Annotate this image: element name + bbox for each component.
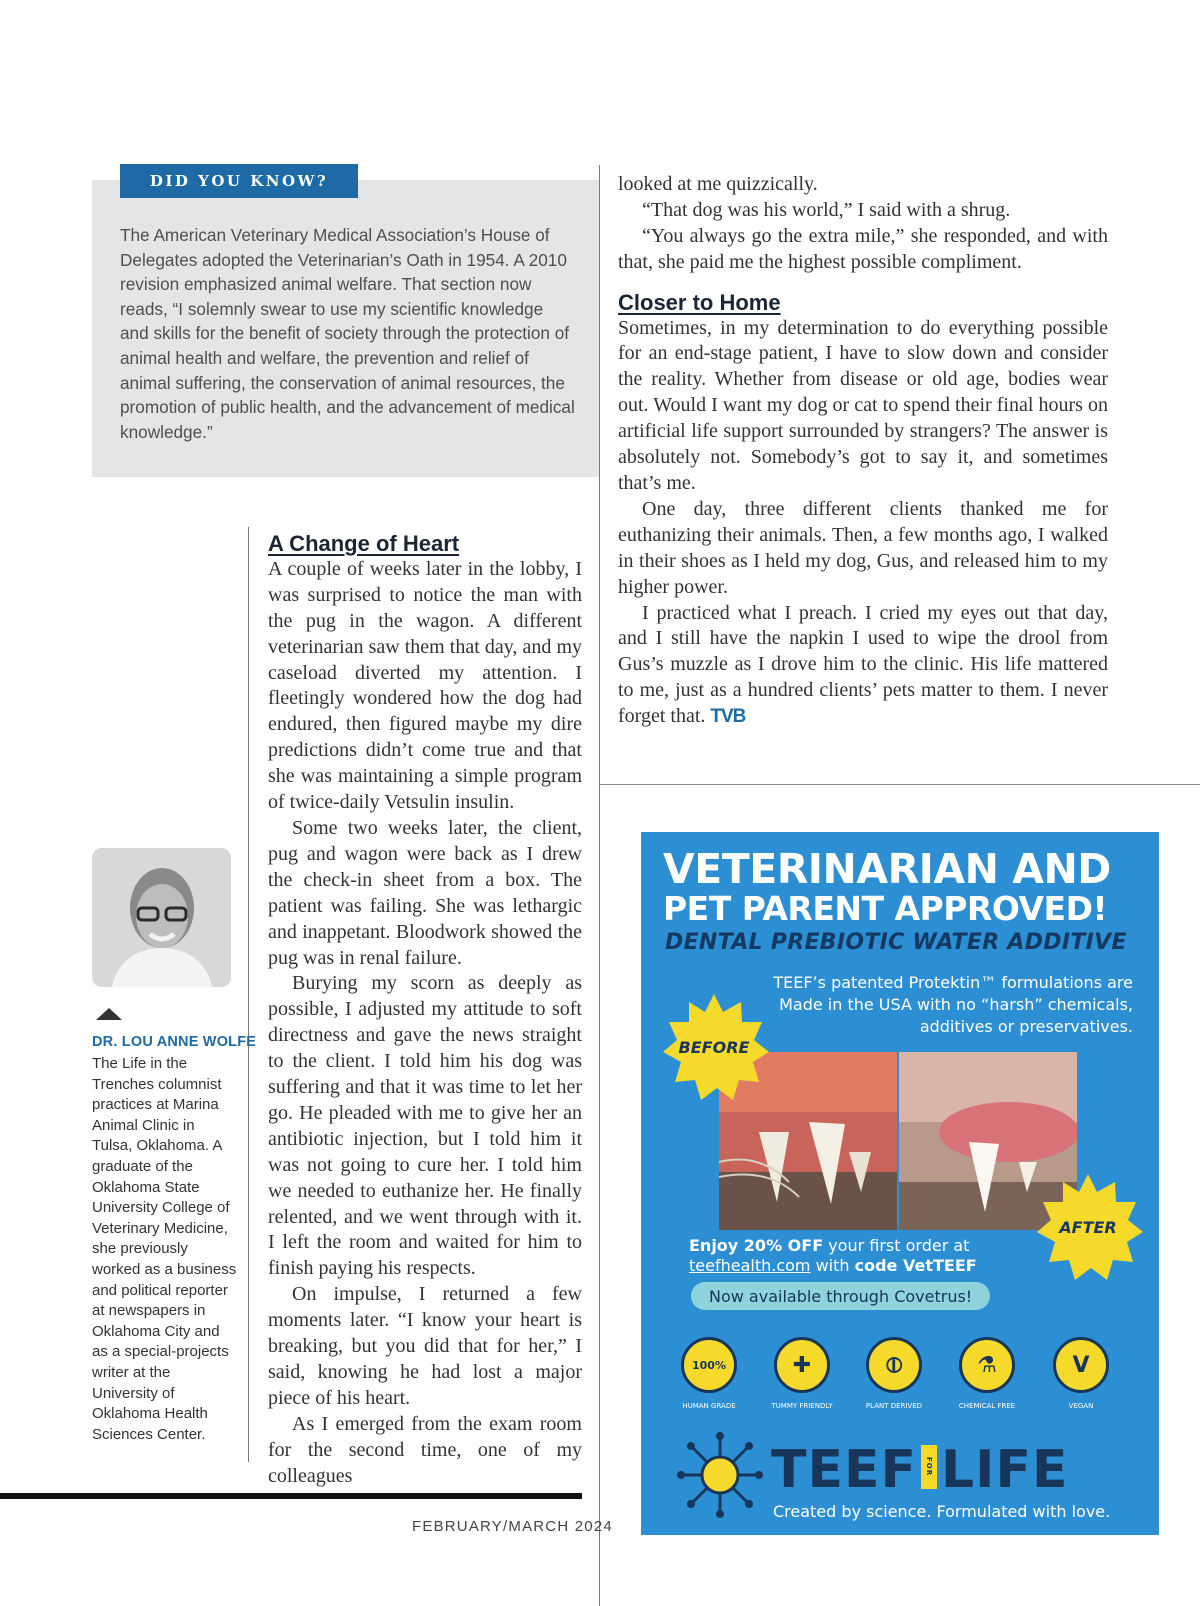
before-label: BEFORE: [678, 1037, 750, 1057]
icon-label: VEGAN: [1068, 1402, 1094, 1410]
paragraph: “You always go the extra mile,” she responded, and with that, she paid me the highest possible compliment.: [618, 224, 1108, 273]
ad-tagline: Created by science. Formulated with love.: [773, 1502, 1111, 1521]
author-bio: The Life in the Trenches columnist practices at Marina Animal Clinic in Tulsa, Oklahoma. A graduate of the Oklahoma State University College of Veterinary Medicine, she previously worked as a business and political reporter at newspapers in Oklahoma City and as a special-projects writer at the University of Oklahoma Health Sciences Center.: [92, 1055, 237, 1443]
ad-headline-1: VETERINARIAN AND: [663, 845, 1111, 893]
page-folio: FEBRUARY/MARCH 2024: [412, 1518, 613, 1535]
ad-offer: [689, 1236, 977, 1276]
paragraph-text: I practiced what I preach. I cried my eyes out that day, and I still have the napkin I used to wipe the drool from Gus’s muzzle as I drove him to the clinic. His life mattered to me, just as a hundred clients’ pets matter to them. I never forget that.: [618, 601, 1108, 728]
covetrus-availability-pill: Now available through Covetrus!: [691, 1282, 990, 1310]
after-badge: [1033, 1172, 1143, 1282]
paragraph: As I emerged from the exam room for the second time, one of my colleagues: [268, 1412, 582, 1487]
teef-sun-logo-icon: [677, 1432, 763, 1518]
icon-label: HUMAN GRADE: [682, 1402, 736, 1410]
paragraph: Some two weeks later, the client, pug and wagon were back as I drew the check-in sheet from a box. The patient was failing. She was lethargic and inappetant. Bloodwork showed the pug was in renal failure.: [268, 816, 582, 969]
did-you-know-label: DID YOU KNOW?: [120, 164, 358, 198]
did-you-know-text: The American Veterinary Medical Association’s House of Delegates adopted the Veterinarian’s Oath in 1954. A 2010 revision emphasized animal welfare. That section now reads, “I solemnly swear to use my scientific knowledge and skills for the benefit of society through the protection of animal health and welfare, the prevention and relief of animal suffering, the conservation of animal resources, the promotion of public health, and the advancement of medical knowledge.”: [120, 225, 575, 442]
article-column-left: [268, 531, 582, 1490]
ad-subheadline: DENTAL PREBIOTIC WATER ADDITIVE: [665, 930, 1127, 955]
paragraph: Sometimes, in my determination to do everything possible for an end-stage patient, I have to slow down and consider the reality. Whether from disease or old age, bodies wear out. Would I want my dog or cat to spend their final hours on artificial life support surrounded by strangers? The answer is absolutely not. Somebody’s got to say it, and sometimes that’s me.: [618, 316, 1108, 494]
column-divider-left: [248, 527, 249, 1462]
section-heading-closer-to-home: Closer to Home: [618, 289, 781, 315]
ad-top-rule: [600, 784, 1200, 785]
teef-for-life-logo: [771, 1440, 1069, 1500]
human-grade-icon: 100%: [681, 1337, 737, 1393]
paragraph: looked at me quizzically.: [618, 173, 818, 195]
offer-highlight: Enjoy 20% OFF: [689, 1236, 824, 1255]
author-photo: [92, 848, 231, 987]
ad-description: TEEF’s patented Protektin™ formulations are Made in the USA with no “harsh” chemicals, additives or preservatives.: [773, 973, 1133, 1036]
column-divider-center: [599, 165, 600, 1606]
triangle-up-icon: [96, 1008, 122, 1020]
paragraph: On impulse, I returned a few moments later. “I know your heart is breaking, but you did that for her,” I said, knowing he had lost a major piece of his heart.: [268, 1283, 582, 1409]
offer-with: with: [810, 1256, 855, 1275]
article-column-right: [618, 172, 1108, 730]
offer-url-link[interactable]: teefhealth.com: [689, 1256, 811, 1275]
after-label: AFTER: [1059, 1217, 1117, 1237]
tvb-end-logo: TVB: [710, 706, 746, 728]
icon-label: PLANT DERIVED: [865, 1402, 923, 1410]
tummy-friendly-icon: ✚: [774, 1337, 830, 1393]
paragraph: [618, 601, 1108, 731]
teef-advertisement[interactable]: [641, 832, 1159, 1535]
paragraph: One day, three different clients thanked me for euthanizing their animals. Then, a few months ago, I walked in their shoes as I held my dog, Gus, and released him to my higher power.: [618, 497, 1108, 598]
ad-headline-2: PET PARENT APPROVED!: [663, 889, 1108, 928]
offer-text: your first order at: [823, 1236, 970, 1255]
vegan-icon: V: [1053, 1337, 1109, 1393]
chemical-free-icon: ⚗: [959, 1337, 1015, 1393]
before-badge: [659, 992, 769, 1102]
icon-label: CHEMICAL FREE: [958, 1402, 1016, 1410]
offer-code: code VetTEEF: [854, 1256, 977, 1275]
paragraph: A couple of weeks later in the lobby, I was surprised to notice the man with the pug in the wagon. A different veterinarian saw them that day, and my caseload diverted my attention. I fleetingly wondered how the dog had endured, then figured maybe my dire predictions didn’t come true and that she was maintaining a simple program of twice-daily Vetsulin insulin.: [268, 557, 582, 814]
paragraph: Burying my scorn as deeply as possible, I adjusted my attitude to soft directness and gave the news straight to the client. I told him his dog was suffering and that it was time to let her go. He pleaded with me to give her an antibiotic injection, but I told him it was not going to cure her. I told him we needed to euthanize her. He finally relented, and we went through with it. I left the room and waited for him to finish paying his respects.: [268, 972, 582, 1280]
paragraph: “That dog was his world,” I said with a shrug.: [642, 198, 1011, 221]
logo-life: LIFE: [941, 1440, 1069, 1500]
plant-derived-icon: ⦶: [866, 1337, 922, 1393]
author-portrait: [92, 848, 231, 987]
icon-label: TUMMY FRIENDLY: [771, 1402, 833, 1410]
logo-teef: TEEF: [771, 1440, 918, 1500]
section-heading-change-of-heart: A Change of Heart: [268, 531, 460, 556]
author-name: DR. LOU ANNE WOLFE: [92, 1034, 257, 1050]
logo-for: FOR: [921, 1445, 937, 1489]
footer-rule: [0, 1493, 582, 1499]
